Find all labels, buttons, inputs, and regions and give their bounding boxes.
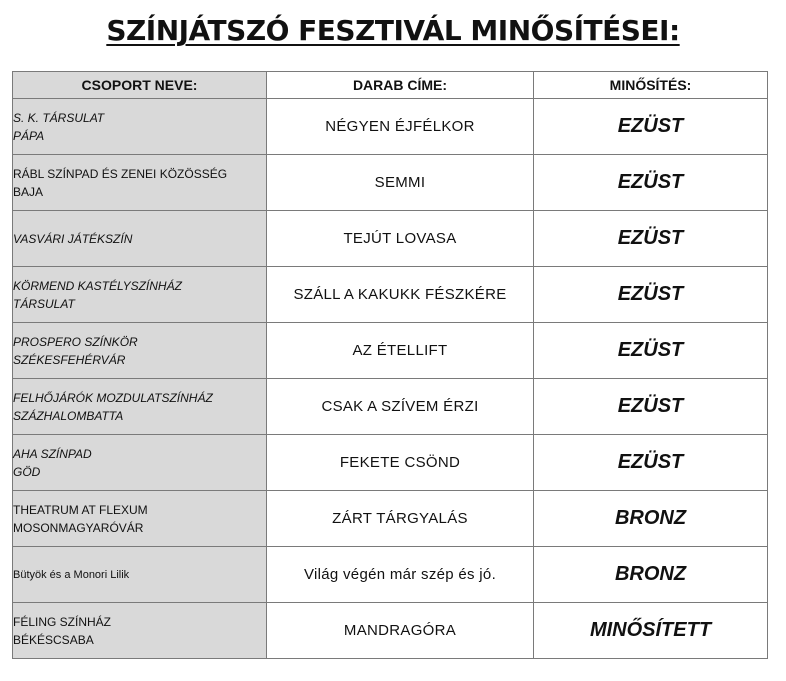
page-title: SZÍNJÁTSZÓ FESZTIVÁL MINŐSÍTÉSEI: xyxy=(106,14,680,47)
group-name-cell xyxy=(13,435,267,491)
play-title: Világ végén már szép és jó. xyxy=(267,547,534,603)
table-row xyxy=(13,99,768,155)
column-header-group: CSOPORT NEVE: xyxy=(13,72,267,99)
group-name-cell xyxy=(13,603,267,659)
play-title: TEJÚT LOVASA xyxy=(267,211,534,267)
group-name: PROSPERO SZÍNKÖR xyxy=(13,334,138,349)
group-name-cell xyxy=(13,379,267,435)
group-name: THEATRUM AT FLEXUM xyxy=(13,502,148,517)
column-header-rating: MINŐSÍTÉS: xyxy=(534,72,768,99)
rating-value: EZÜST xyxy=(534,379,768,435)
group-name: S. K. TÁRSULAT xyxy=(13,110,105,125)
group-name: AHA SZÍNPAD xyxy=(13,446,92,461)
group-name-cell xyxy=(13,155,267,211)
rating-value: BRONZ xyxy=(534,547,768,603)
table-header-row xyxy=(13,72,768,99)
rating-value: EZÜST xyxy=(534,267,768,323)
table-row xyxy=(13,155,768,211)
group-location: BAJA xyxy=(13,184,44,199)
table-row xyxy=(13,267,768,323)
play-title: ZÁRT TÁRGYALÁS xyxy=(267,491,534,547)
group-name-cell xyxy=(13,323,267,379)
play-title: NÉGYEN ÉJFÉLKOR xyxy=(267,99,534,155)
table-row xyxy=(13,435,768,491)
group-name-cell xyxy=(13,99,267,155)
table-row xyxy=(13,547,768,603)
ratings-table xyxy=(12,71,768,659)
group-location: GÖD xyxy=(13,464,41,479)
group-name-cell xyxy=(13,267,267,323)
group-name: RÁBL SZÍNPAD ÉS ZENEI KÖZÖSSÉG xyxy=(13,166,228,181)
group-name-cell xyxy=(13,211,267,267)
rating-value: EZÜST xyxy=(534,99,768,155)
table-row xyxy=(13,323,768,379)
group-name: VASVÁRI JÁTÉKSZÍN xyxy=(13,231,133,246)
group-name-cell xyxy=(13,547,267,603)
play-title: CSAK A SZÍVEM ÉRZI xyxy=(267,379,534,435)
group-name: Bütyök és a Monori Lilik xyxy=(13,568,130,581)
group-location: SZÉKESFEHÉRVÁR xyxy=(13,352,126,367)
table-row xyxy=(13,491,768,547)
play-title: SEMMI xyxy=(267,155,534,211)
group-location: SZÁZHALOMBATTA xyxy=(13,408,124,423)
group-location: MOSONMAGYARÓVÁR xyxy=(13,520,144,535)
table-row xyxy=(13,211,768,267)
rating-value: MINŐSÍTETT xyxy=(534,603,768,659)
group-location: TÁRSULAT xyxy=(13,296,75,311)
group-name-cell xyxy=(13,491,267,547)
group-location: BÉKÉSCSABA xyxy=(13,632,94,647)
table-row xyxy=(13,603,768,659)
group-name: FELHŐJÁRÓK MOZDULATSZÍNHÁZ xyxy=(13,390,213,405)
rating-value: BRONZ xyxy=(534,491,768,547)
play-title: AZ ÉTELLIFT xyxy=(267,323,534,379)
rating-value: EZÜST xyxy=(534,211,768,267)
rating-value: EZÜST xyxy=(534,435,768,491)
play-title: MANDRAGÓRA xyxy=(267,603,534,659)
column-header-play: DARAB CÍME: xyxy=(267,72,534,99)
play-title: SZÁLL A KAKUKK FÉSZKÉRE xyxy=(267,267,534,323)
play-title: FEKETE CSÖND xyxy=(267,435,534,491)
rating-value: EZÜST xyxy=(534,323,768,379)
rating-value: EZÜST xyxy=(534,155,768,211)
group-location: PÁPA xyxy=(13,128,45,143)
table-row xyxy=(13,379,768,435)
group-name: FÉLING SZÍNHÁZ xyxy=(13,614,112,629)
group-name: KÖRMEND KASTÉLYSZÍNHÁZ xyxy=(13,278,182,293)
